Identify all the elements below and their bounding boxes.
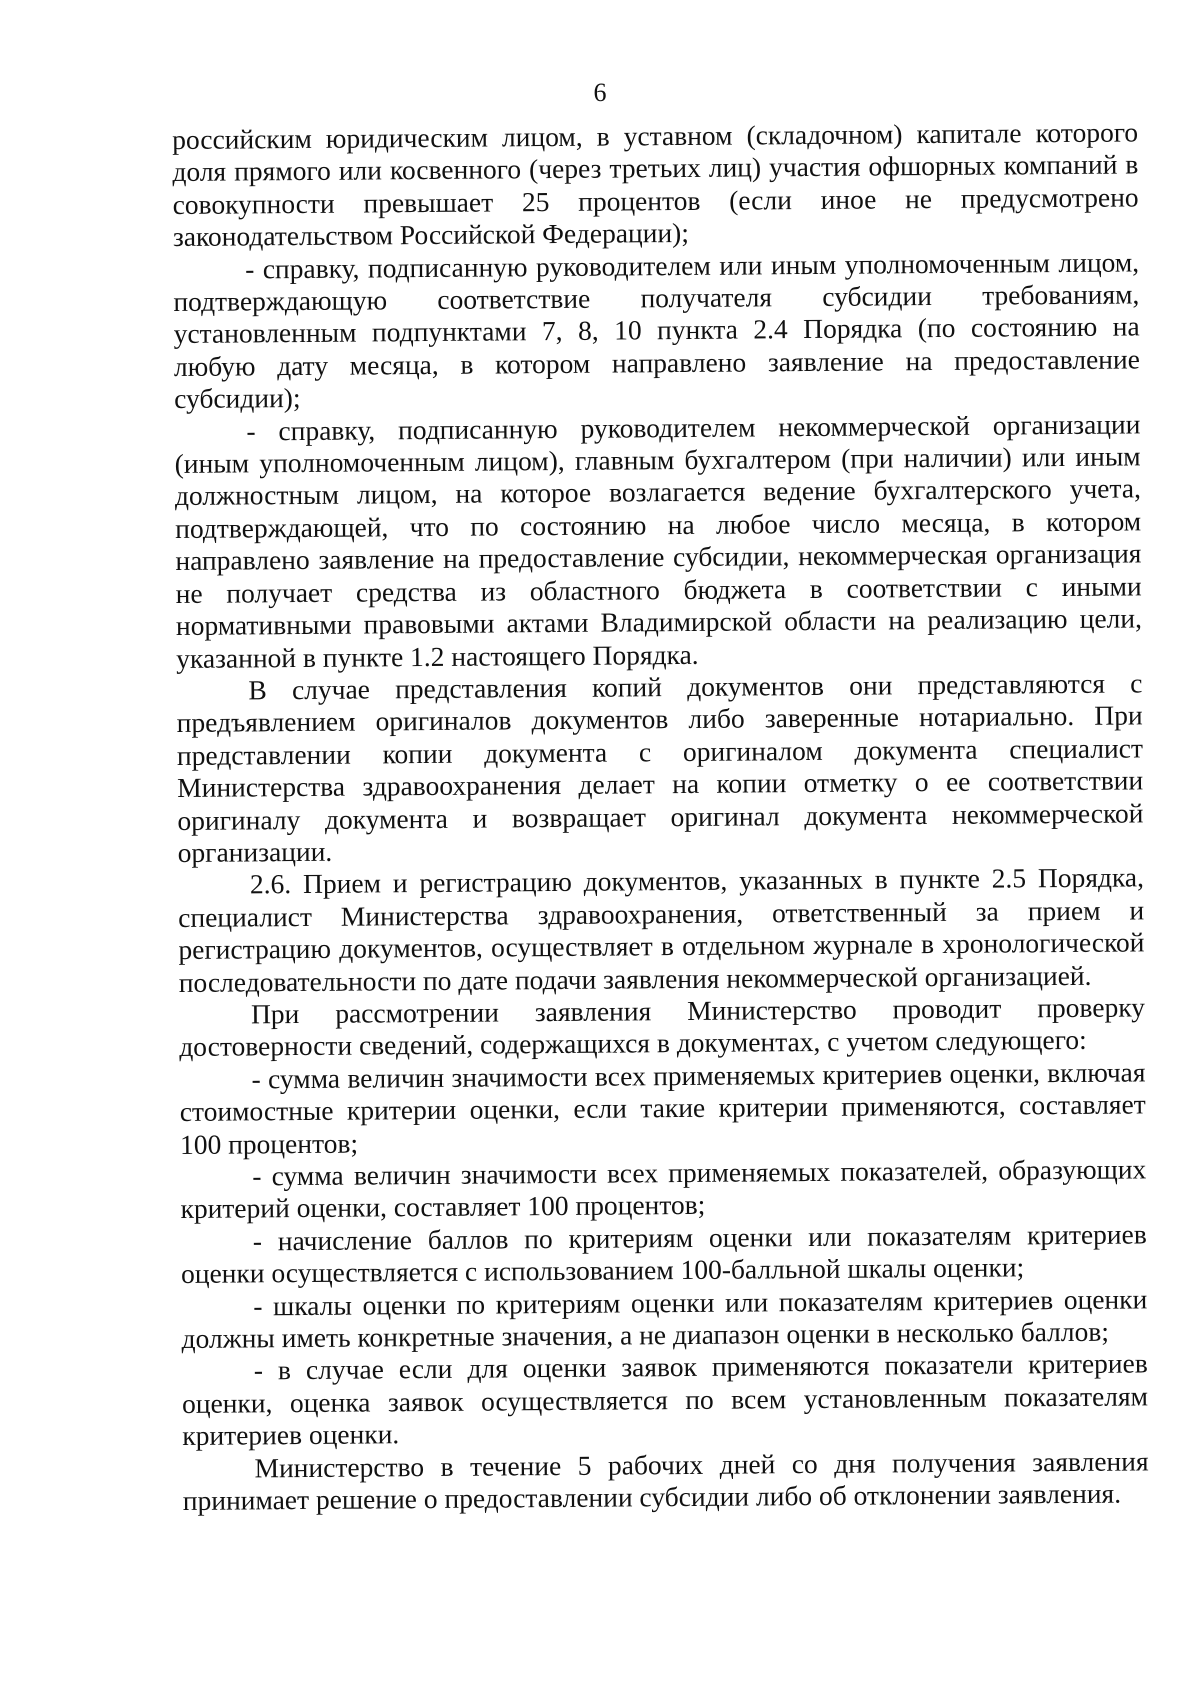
list-item-indicators-sum: - сумма величин значимости всех применяемых показателей, образующих критерий оценки, составляет 100 процентов;: [180, 1153, 1147, 1225]
paragraph-decision-deadline: Министерство в течение 5 рабочих дней со дня получения заявления принимает решение о предоставлении субсидии либо об отклонении заявления.: [182, 1445, 1149, 1517]
paragraph-compliance-certificate: - справку, подписанную руководителем или иным уполномоченным лицом, подтверждающую соответствие получателя субсидии требованиям, установленным подпунктами 7, 8, 10 пункта 2.4 Порядка (по состоянию на любую дату месяца, в котором направлено заявление на предоставление субсидии);: [173, 246, 1140, 415]
document-body: [172, 116, 1149, 1517]
list-item-100-point-scale: - начисление баллов по критериям оценки или показателям критериев оценки осуществляется с использованием 100-балльной шкалы оценки;: [180, 1218, 1147, 1290]
list-item-criteria-sum: - сумма величин значимости всех применяемых критериев оценки, включая стоимостные критерии оценки, если такие критерии применяются, составляет 100 процентов;: [179, 1056, 1146, 1160]
page-number: 6: [593, 78, 607, 107]
paragraph-offshore-share: российским юридическим лицом, в уставном (складочном) капитале которого доля прямого или косвенного (через третьих лиц) участия офшорных компаний в совокупности превышает 25 процентов (если иное не предусмотрено законодательством Российской Федерации);: [172, 116, 1139, 253]
list-item-scale-values: - шкалы оценки по критериям оценки или показателям критериев оценки должны иметь конкретные значения, а не диапазон оценки в несколько баллов;: [181, 1283, 1148, 1354]
paragraph-document-copies: В случае представления копий документов они представляются с предъявлением оригиналов документов либо заверенные нотариально. При представлении копии документа с оригиналом документа специалист Министерства здравоохранения делает на копии отметку о ее соответствии оригиналу документа и возвращает оригинал документа некоммерческой организации.: [176, 667, 1144, 868]
paragraph-2-6-registration: 2.6. Прием и регистрацию документов, указанных в пункте 2.5 Порядка, специалист Министерства здравоохранения, ответственный за прием и регистрацию документов, осуществляет в отдельном журнале в хронологической последовательности по дате подачи заявления некоммерческой организацией.: [178, 861, 1145, 998]
paragraph-review-intro: При рассмотрении заявления Министерство проводит проверку достоверности сведений, содержащихся в документах, с учетом следующего:: [179, 991, 1146, 1063]
list-item-indicator-evaluation: - в случае если для оценки заявок применяются показатели критериев оценки, оценка заявок осуществляется по всем установленным показателям критериев оценки.: [181, 1347, 1149, 1452]
paragraph-budget-certificate: - справку, подписанную руководителем некоммерческой организации (иным уполномоченным лицом), главным бухгалтером (при наличии) или иным должностным лицом, на которое возлагается ведение бухгалтерского учета, подтверждающей, что по состоянию на любое число месяца, в котором направлено заявление на предоставление субсидии, некоммерческая организация не получает средства из областного бюджета в соответствии с иными нормативными правовыми актами Владимирской области на реализацию цели, указанной в пункте 1.2 настоящего Порядка.: [174, 408, 1143, 674]
